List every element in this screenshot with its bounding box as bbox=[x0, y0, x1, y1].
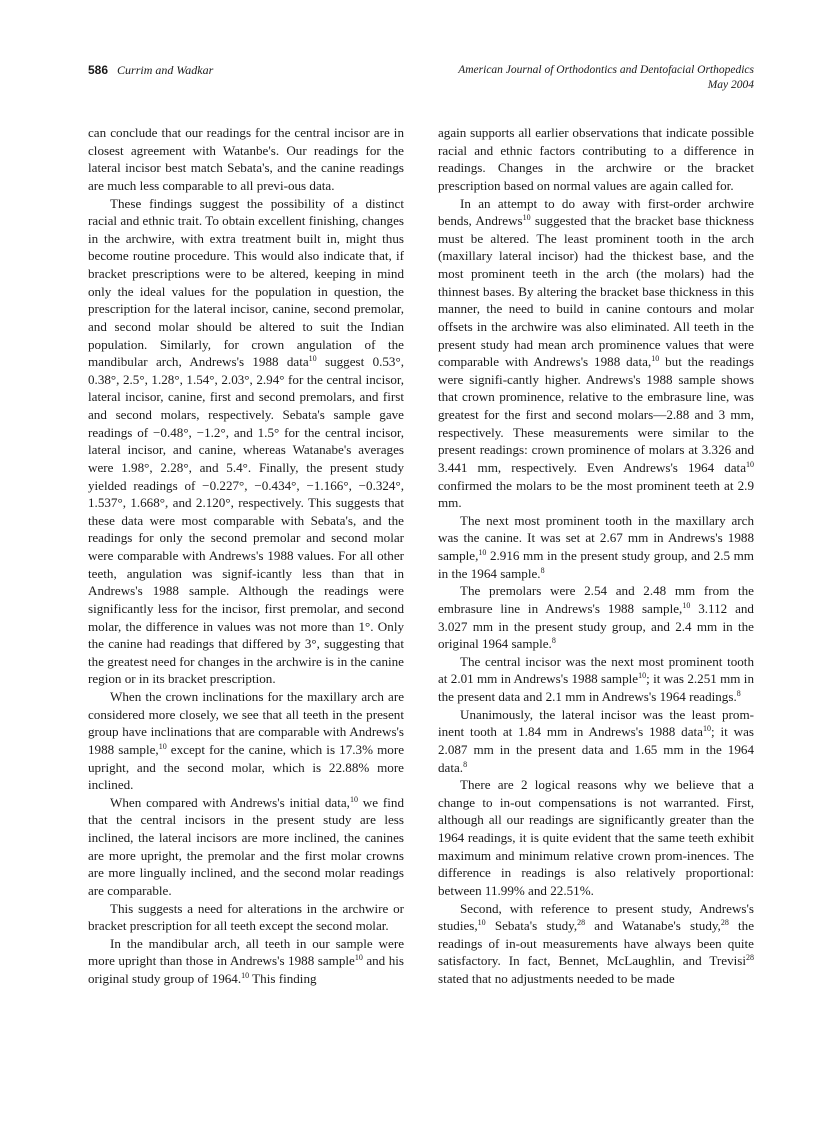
page-number: 586 bbox=[88, 63, 109, 77]
paragraph-text: and Watanabe's study, bbox=[585, 918, 721, 934]
issue-date: May 2004 bbox=[707, 79, 754, 91]
paragraph-text: suggest 0.53°, 0.38°, 2.5°, 1.28°, 1.54°, 2.03°, 2.94° for the central incisor, lateral incisor, canine, first and second premolars, and first and second molars, respectively. Sebata's sample gave readings of −0.48°, −1.2°, and 1.5° for the central incisor, lateral incisor, and canine, whereas Watanabe's averages were 1.98°, 2.28°, and 5.4°. Finally, the present study yielded readings of −0.227°, −0.434°, −1.166°, −0.324°, 1.537°, 1.668°, and 2.120°, respectively. This suggests that these data were most comparable with Sebata's, and the readings for only the second premolar and second molar were comparable with Andrews's 1988 values. For all other teeth, angulation was signif-icantly less than that in Andrews's 1988 sample. Although the readings were significantly less for the incisor, first premolar, and second molar, the difference in values was not more than 1°. Only the canine had readings that differed by 3°, suggesting that the greatest need for changes in the archwire is in the canine region or in its bracket prescription. bbox=[88, 354, 404, 687]
body-paragraph bbox=[438, 900, 754, 988]
paragraph-text: again supports all earlier observations that indicate possible racial and ethnic factors contributing to a difference in readings. Changes in the archwire or the bracket prescription based on normal values are again called for. bbox=[438, 125, 754, 193]
body-paragraph bbox=[438, 512, 754, 583]
paragraph-text: There are 2 logical reasons why we believe that a change to in-out compensations is not warranted. First, although all our readings are significantly greater than the 1964 readings, it is quite evident that the same teeth exhibit maximum and minimum relative crown prom-inences. The difference in readings is also relatively proportional: between 11.99% and 22.51%. bbox=[438, 777, 754, 898]
paragraph-text: ; it was 2.087 mm in the present data and 1.65 mm in the 1964 data. bbox=[438, 724, 754, 775]
citation-superscript: 10 bbox=[746, 459, 754, 469]
body-paragraph bbox=[438, 776, 754, 899]
body-paragraph bbox=[88, 124, 404, 195]
body-paragraph bbox=[438, 582, 754, 653]
paragraph-text: These findings suggest the possibility of a distinct racial and ethnic trait. To obtain excellent finishing, changes in the archwire, with extra treatment built in, might thus become routine procedure. This would also indicate that, if bracket prescriptions were to be altered, keeping in mind only the ideal values for the population in question, the prescription for the lateral incisor, canine, second premolar, and second molar should be altered to suit the Indian population. Similarly, for crown angulation of the mandibular arch, Andrews's 1988 data bbox=[88, 195, 404, 370]
citation-superscript: 10 bbox=[478, 548, 487, 557]
paragraph-text: In the mandibular arch, all teeth in our sample were more upright than those in Andrews's 1988 sample bbox=[88, 935, 404, 969]
citation-superscript: 10 bbox=[241, 971, 250, 980]
citation-superscript: 10 bbox=[477, 918, 486, 928]
citation-superscript: 10 bbox=[682, 600, 691, 610]
paragraph-text: can conclude that our readings for the central incisor are in closest agreement with Watanbe's. Our readings for the lateral incisor best match Sebata's, and the canine readings are much less comparable to all previ-ous data. bbox=[88, 125, 404, 193]
citation-superscript: 28 bbox=[720, 918, 729, 928]
paragraph-text: ; it was 2.251 mm in the present data and 2.1 mm in Andrews's 1964 readings. bbox=[438, 671, 754, 704]
running-authors: Currim and Wadkar bbox=[117, 63, 214, 77]
paragraph-text: When compared with Andrews's initial data, bbox=[110, 794, 350, 810]
citation-superscript: 8 bbox=[551, 636, 556, 646]
citation-superscript: 28 bbox=[577, 918, 586, 928]
citation-superscript: 10 bbox=[354, 953, 363, 963]
paragraph-text: stated that no adjustments needed to be made bbox=[438, 971, 675, 986]
body-paragraph bbox=[438, 706, 754, 777]
left-column bbox=[88, 124, 404, 988]
journal-title: American Journal of Orthodontics and Dentofacial Orthopedics bbox=[458, 64, 754, 76]
body-paragraph bbox=[88, 900, 404, 935]
body-paragraph bbox=[88, 935, 404, 988]
paragraph-text: confirmed the molars to be the most prominent teeth at 2.9 mm. bbox=[438, 477, 754, 511]
citation-superscript: 8 bbox=[463, 759, 468, 769]
body-paragraph bbox=[88, 688, 404, 794]
citation-superscript: 10 bbox=[158, 741, 167, 751]
body-paragraph bbox=[438, 195, 754, 512]
paragraph-text: The premolars were 2.54 and 2.48 mm from the embrasure line in Andrews's 1988 sample, bbox=[438, 583, 754, 616]
paragraph-text: Second, with reference to present study, Andrews's studies, bbox=[438, 900, 754, 934]
citation-superscript: 10 bbox=[638, 671, 647, 681]
citation-superscript: 10 bbox=[702, 724, 711, 734]
paragraph-text: The next most prominent tooth in the maxillary arch was the canine. It was set at 2.67 mm in Andrews's 1988 sample, bbox=[438, 512, 754, 563]
citation-superscript: 28 bbox=[746, 953, 754, 963]
paragraph-text: except for the canine, which is 17.3% more upright, and the second molar, which is 22.88% more inclined. bbox=[88, 741, 405, 793]
citation-superscript: 10 bbox=[522, 213, 531, 223]
body-paragraph bbox=[438, 653, 754, 706]
paragraph-text: we find that the central incisors in the present study are less inclined, the lateral incisors are more inclined, the canines are more upright, the premolar and the first molar crowns are more lingually inclined, and the second molar readings are comparable. bbox=[88, 794, 404, 898]
right-column bbox=[438, 124, 754, 988]
paragraph-text: In an attempt to do away with first-order archwire bends, Andrews bbox=[438, 195, 754, 229]
paragraph-text: but the readings were signifi-cantly higher. Andrews's 1988 sample shows that crown prominence, relative to the embrasure line, was greatest for the first and second molars—2.88 and 3 mm, respectively. These measurements were similar to the present readings: crown prominence of molars at 3.326 and 3.441 mm, respectively. Even Andrews's 1964 data bbox=[438, 354, 754, 475]
citation-superscript: 10 bbox=[308, 354, 317, 364]
citation-superscript: 10 bbox=[651, 354, 660, 364]
body-paragraph bbox=[88, 794, 404, 900]
paragraph-text: Unanimously, the lateral incisor was the least prom-inent tooth at 1.84 mm in Andrews's 1988 data bbox=[438, 706, 754, 740]
paragraph-text: the readings of in-out measurements have always been quite satisfactory. In fact, Bennet, McLaughlin, and Trevisi bbox=[438, 918, 755, 969]
running-head-right bbox=[458, 63, 754, 93]
paragraph-text: and his original study group of 1964. bbox=[88, 953, 404, 986]
paragraph-text: suggested that the bracket base thickness must be altered. The least prominent tooth in the arch (maxillary lateral incisor) had the thickest base, and the most prominent teeth in the arch (the molars) had the thinnest bases. By altering the bracket base thickness in this manner, the need to build in canine contours and molar offsets in the archwire was also eliminated. All teeth in the present study had mean arch prominence values that were comparable with Andrews's 1988 data, bbox=[438, 213, 754, 370]
paragraph-text: This finding bbox=[249, 971, 317, 986]
paragraph-text: Sebata's study, bbox=[485, 918, 578, 934]
paragraph-text: When the crown inclinations for the maxillary arch are considered more closely, we see that all teeth in the present group have inclinations that are comparable with Andrews's 1988 sample, bbox=[88, 689, 404, 757]
citation-superscript: 8 bbox=[540, 565, 545, 575]
paragraph-text: 2.916 mm in the present study group, and 2.5 mm in the 1964 sample. bbox=[438, 548, 754, 581]
paragraph-text: This suggests a need for alterations in the archwire or bracket prescription for all teeth except the second molar. bbox=[88, 900, 404, 934]
citation-superscript: 10 bbox=[349, 794, 358, 804]
running-head-left bbox=[88, 63, 213, 78]
paragraph-text: 3.112 and 3.027 mm in the present study group, and 2.4 mm in the original 1964 sample. bbox=[438, 600, 754, 652]
body-paragraph bbox=[438, 124, 754, 195]
body-paragraph bbox=[88, 195, 404, 689]
paragraph-text: The central incisor was the next most prominent tooth at 2.01 mm in Andrews's 1988 sample bbox=[438, 653, 754, 687]
citation-superscript: 8 bbox=[736, 689, 741, 698]
